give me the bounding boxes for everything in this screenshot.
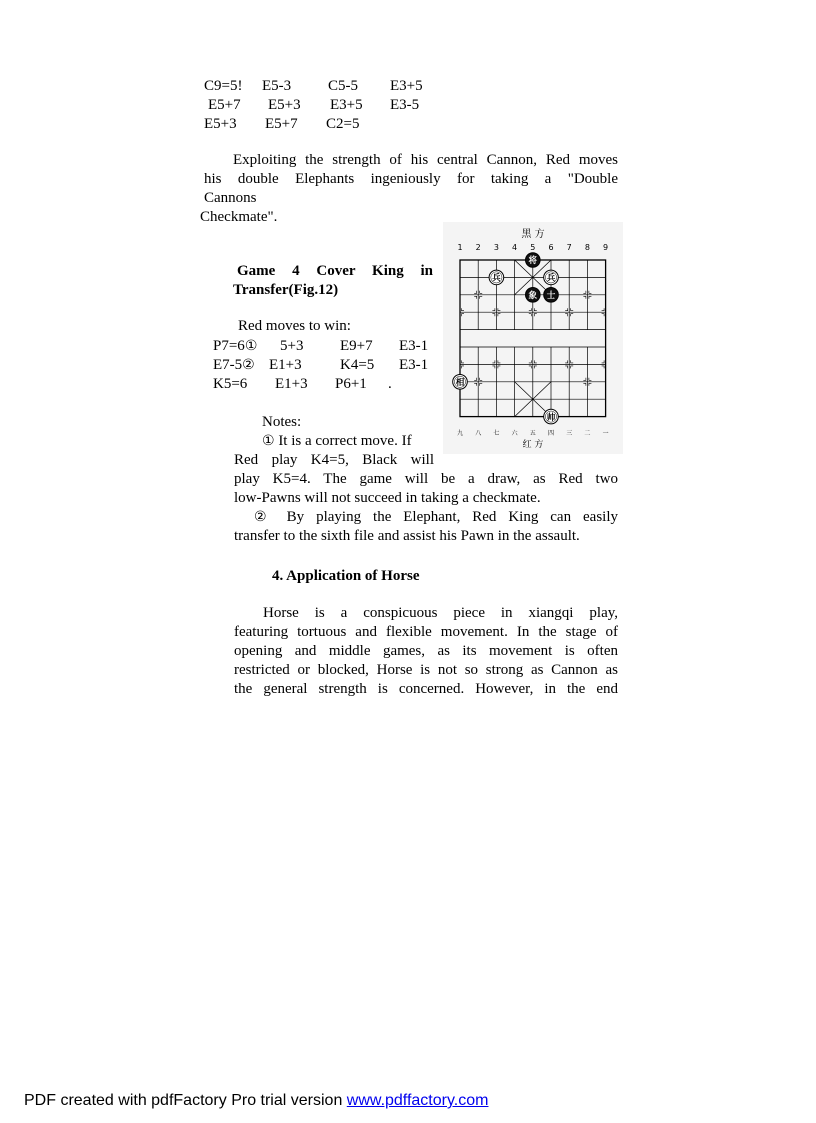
move: E5+7 [208, 97, 241, 113]
file-label-top: 9 [603, 243, 609, 252]
file-label-top: 7 [566, 243, 572, 252]
paragraph-line: Checkmate". [200, 209, 278, 225]
paragraph-line: Cannons [204, 190, 257, 206]
move: E1+3 [275, 376, 308, 392]
xiangqi-board [443, 222, 623, 454]
board-top-label: 黑 方 [521, 229, 545, 240]
note-line: low-Pawns will not succeed in taking a checkmate. [234, 490, 541, 506]
paragraph-line: Horse is a conspicuous piece in xiangqi play, [263, 605, 618, 621]
piece-red [489, 270, 504, 285]
move: E5-3 [262, 78, 292, 94]
move: K5=6 [213, 376, 248, 392]
game-title-line: Transfer(Fig.12) [233, 282, 339, 298]
file-label-top: 5 [530, 243, 536, 252]
move: E3-5 [390, 97, 420, 113]
paragraph-line: the general strength is concerned. However, in the end [234, 681, 618, 697]
move-row-2 [213, 356, 443, 375]
move: E7-5② [213, 357, 255, 373]
game-title-line: Game 4 Cover King in [237, 263, 433, 279]
paragraph-line: restricted or blocked, Horse is not so strong as Cannon as [234, 662, 618, 678]
note-marker: ② [254, 509, 275, 525]
move: K4=5 [340, 357, 375, 373]
board-bottom-label: 红 方 [522, 440, 544, 450]
file-label-top: 1 [457, 243, 463, 252]
move: E5+7 [265, 116, 298, 132]
piece-label: 象 [528, 291, 538, 301]
piece-red [544, 409, 559, 424]
piece-label: 士 [546, 291, 556, 301]
note-marker: ② [242, 357, 255, 373]
piece-black [544, 288, 559, 303]
note-line: ② By playing the Elephant, Red King can easily [254, 509, 619, 525]
move: E5+3 [204, 116, 237, 132]
move-row-1 [213, 337, 443, 356]
file-label-bottom: 五 [529, 430, 536, 437]
note-marker: ① [262, 433, 275, 449]
piece-black [526, 253, 541, 268]
move: E3-1 [399, 338, 429, 354]
file-label-bottom: 九 [456, 430, 464, 437]
paragraph-line: his double Elephants ingeniously for taking a "Double [204, 171, 618, 187]
piece-red [453, 375, 468, 390]
piece-label: 相 [455, 378, 465, 388]
move: C2=5 [326, 116, 360, 132]
section-heading: 4. Application of Horse [272, 568, 420, 584]
move: E1+3 [269, 357, 302, 373]
move: E3-1 [399, 357, 429, 373]
paragraph-line: featuring tortuous and flexible movement. In the stage of [234, 624, 618, 640]
piece-label: 将 [528, 256, 538, 267]
move: P7=6① [213, 338, 258, 354]
piece-label: 兵 [492, 273, 501, 284]
move: . [388, 376, 392, 392]
move: E5+3 [268, 97, 301, 113]
paragraph-double-cannons [200, 151, 618, 227]
move: 5+3 [280, 338, 304, 354]
paragraph-line: Exploiting the strength of his central Cannon, Red moves [233, 152, 618, 168]
file-label-top: 6 [548, 243, 554, 252]
note-line: play K5=4. The game will be a draw, as Red two [234, 471, 618, 487]
file-label-top: 3 [493, 243, 499, 252]
file-label-bottom: 一 [602, 430, 609, 437]
note-line: ① It is a correct move. If [262, 433, 412, 449]
file-label-top: 2 [475, 243, 481, 252]
file-label-bottom: 八 [475, 430, 482, 437]
file-label-bottom: 六 [511, 430, 518, 437]
move: E9+7 [340, 338, 373, 354]
piece-black [526, 288, 541, 303]
file-label-bottom: 四 [547, 430, 555, 437]
move-row-2 [204, 96, 444, 115]
move-row-1 [204, 77, 444, 96]
move: E3+5 [330, 97, 363, 113]
note-line: transfer to the sixth file and assist his Pawn in the assault. [234, 528, 580, 544]
game-moves [213, 337, 443, 397]
move: E3+5 [390, 78, 423, 94]
piece-label: 兵 [546, 273, 556, 284]
section-paragraph [234, 604, 618, 699]
piece-red [544, 270, 559, 285]
file-label-top: 4 [512, 243, 518, 252]
footer-text: PDF created with pdfFactory Pro trial version [24, 1092, 347, 1109]
paragraph-line: opening and middle games, as its movement is often [234, 643, 618, 659]
file-label-bottom: 三 [566, 430, 573, 437]
move: P6+1 [335, 376, 367, 392]
file-label-bottom: 二 [584, 430, 591, 437]
move: C9=5! [204, 78, 243, 94]
note-line: Red play K4=5, Black will [234, 452, 434, 468]
move: C5-5 [328, 78, 358, 94]
note-marker: ① [244, 338, 258, 354]
piece-label: 帅 [546, 412, 556, 423]
game-title [233, 262, 433, 300]
file-label-top: 8 [584, 243, 590, 252]
move-row-3 [213, 375, 443, 394]
pdf-footer [24, 1092, 488, 1110]
xiangqi-board-figure [443, 222, 623, 454]
file-label-bottom: 七 [493, 430, 500, 437]
game-subtitle: Red moves to win: [238, 318, 351, 334]
move-row-3 [204, 115, 444, 134]
notes-heading: Notes: [262, 414, 302, 430]
footer-link[interactable]: www.pdffactory.com [346, 1092, 489, 1109]
